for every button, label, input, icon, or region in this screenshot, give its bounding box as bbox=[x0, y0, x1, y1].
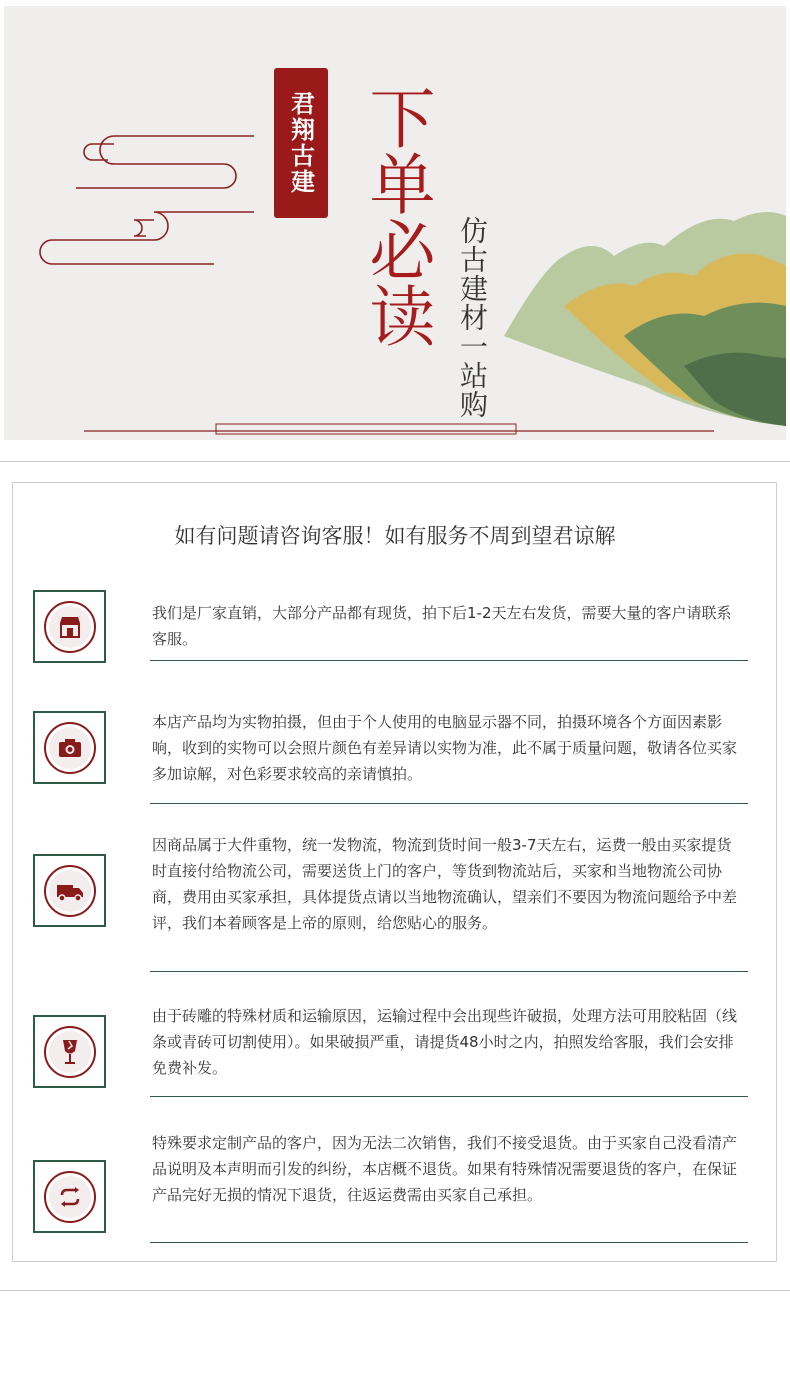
brand-seal bbox=[274, 68, 328, 218]
camera-icon bbox=[56, 734, 84, 762]
banner bbox=[4, 6, 786, 440]
shop-icon-box bbox=[33, 590, 106, 663]
banner-subtitle: 仿古建材一站购 bbox=[456, 216, 489, 419]
banner-title: 下单必读 bbox=[358, 84, 435, 348]
notice-4-rule bbox=[150, 1096, 748, 1097]
notice-1-text: 我们是厂家直销，大部分产品都有现货，拍下后1-2天左右发货，需要大量的客户请联系客服。 bbox=[152, 604, 732, 648]
notice-4-text: 由于砖雕的特殊材质和运输原因，运输过程中会出现些许破损，处理方法可用胶粘固（线条或青砖可切割使用）。如果破损严重，请提货48小时之内，拍照发给客服，我们会安排免费补发。 bbox=[152, 1007, 738, 1077]
notice-3-rule bbox=[150, 971, 748, 972]
bottom-divider bbox=[0, 1290, 790, 1291]
shop-icon bbox=[56, 613, 84, 641]
notice-1-rule bbox=[150, 660, 748, 661]
notice-3-text: 因商品属于大件重物，统一发物流，物流到货时间一般3-7天左右，运费一般由买家提货时直接付给物流公司，需要送货上门的客户，等货到物流站后，买家和当地物流公司协商，费用由买家承担，具体提货点请以当地物流确认，望亲们不要因为物流问题给予中差评，我们本着顾客是上帝的原则，给您贴心的服务。 bbox=[152, 836, 738, 932]
return-icon-box bbox=[33, 1160, 106, 1233]
notice-2-text: 本店产品均为实物拍摄，但由于个人使用的电脑显示器不同，拍摄环境各个方面因素影响，收到的实物可以会照片颜色有差异请以实物为准，此不属于质量问题，敬请各位买家多加谅解，对色彩要求较高的亲请慎拍。 bbox=[152, 713, 738, 783]
truck-icon bbox=[55, 877, 85, 905]
top-divider bbox=[0, 461, 790, 462]
camera-icon-box bbox=[33, 711, 106, 784]
return-icon bbox=[56, 1183, 84, 1211]
fragile-icon-box bbox=[33, 1015, 106, 1088]
notice-5-text: 特殊要求定制产品的客户，因为无法二次销售，我们不接受退货。由于买家自己没看清产品说明及本声明而引发的纠纷，本店概不退货。如果有特殊情况需要退货的客户，在保证产品完好无损的情况下退货，往返运费需由买家自己承担。 bbox=[152, 1134, 738, 1204]
notice-5-rule bbox=[150, 1242, 748, 1243]
truck-icon-box bbox=[33, 854, 106, 927]
fragile-glass-icon bbox=[56, 1037, 84, 1067]
seal-text: 君翔古建 bbox=[286, 91, 315, 195]
notice-2-rule bbox=[150, 803, 748, 804]
notice-heading: 如有问题请咨询客服！如有服务不周到望君谅解 bbox=[174, 524, 616, 548]
